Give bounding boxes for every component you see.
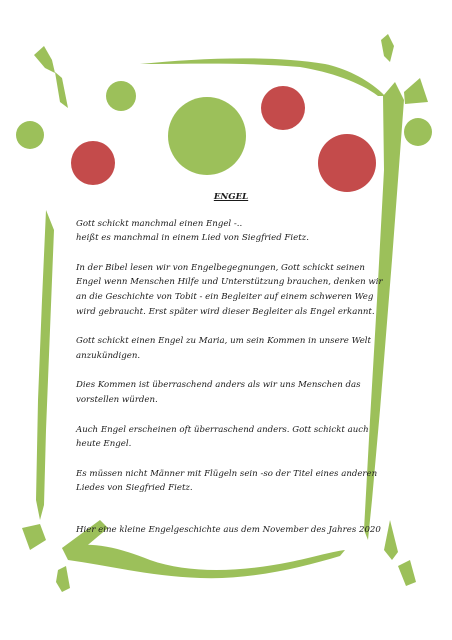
paragraph-2-text: In der Bibel lesen wir von Engelbegegnungen, Gott schickt seinen Engel wenn Menschen Hilfe und Unterstützung brauchen, denken wir an die Geschichte von Tobit - ein Begleiter auf einem schweren Weg wird gebraucht. Erst später wird dieser Begleiter als Engel erkannt.	[76, 262, 383, 317]
stroke-left-vertical	[36, 210, 54, 520]
paragraph-1-line-1: Gott schickt manchmal einen Engel -..	[76, 218, 243, 229]
paragraph-1	[76, 217, 386, 246]
paragraph-1-line-2: heißt es manchmal in einem Lied von Siegfried Fietz.	[76, 233, 309, 244]
document-body	[76, 190, 386, 553]
paragraph-2	[76, 261, 386, 319]
green-circle-large-center	[168, 97, 246, 175]
paragraph-5	[76, 423, 386, 452]
leaf-top-right	[381, 34, 394, 62]
paragraph-6-text: Es müssen nicht Männer mit Flügeln sein -so der Titel eines anderen Liedes von Siegfried Fietz.	[76, 468, 378, 494]
green-circle-upper-left	[106, 81, 136, 111]
closing-line: Hier eine kleine Engelgeschichte aus dem November des Jahres 2020	[76, 524, 381, 535]
leaf-right-flag	[404, 78, 428, 104]
leaf-bottom-right	[384, 520, 398, 560]
spacer	[76, 511, 386, 523]
leaf-bottom-left	[22, 524, 46, 550]
red-circle-left	[71, 141, 115, 185]
paragraph-3	[76, 334, 386, 363]
leaf-bottom-center	[56, 566, 70, 592]
green-circle-small-left	[16, 121, 44, 149]
stroke-left-top	[55, 72, 68, 108]
green-circle-right	[404, 118, 432, 146]
document-title: ENGEL	[213, 192, 249, 202]
paragraph-4	[76, 378, 386, 407]
leaf-top-left	[34, 46, 55, 73]
red-circle-right	[318, 134, 376, 192]
stroke-top	[140, 58, 385, 96]
red-circle-top-center	[261, 86, 305, 130]
paragraph-6	[76, 467, 386, 496]
leaf-bottom-right-tip	[398, 560, 416, 586]
paragraph-4-text: Dies Kommen ist überraschend anders als wir uns Menschen das vorstellen würden.	[76, 380, 361, 405]
paragraph-3-text: Gott schickt einen Engel zu Maria, um sein Kommen in unsere Welt anzukündigen.	[76, 336, 372, 361]
paragraph-5-text: Auch Engel erscheinen oft überraschend anders. Gott schickt auch heute Engel.	[76, 424, 369, 450]
